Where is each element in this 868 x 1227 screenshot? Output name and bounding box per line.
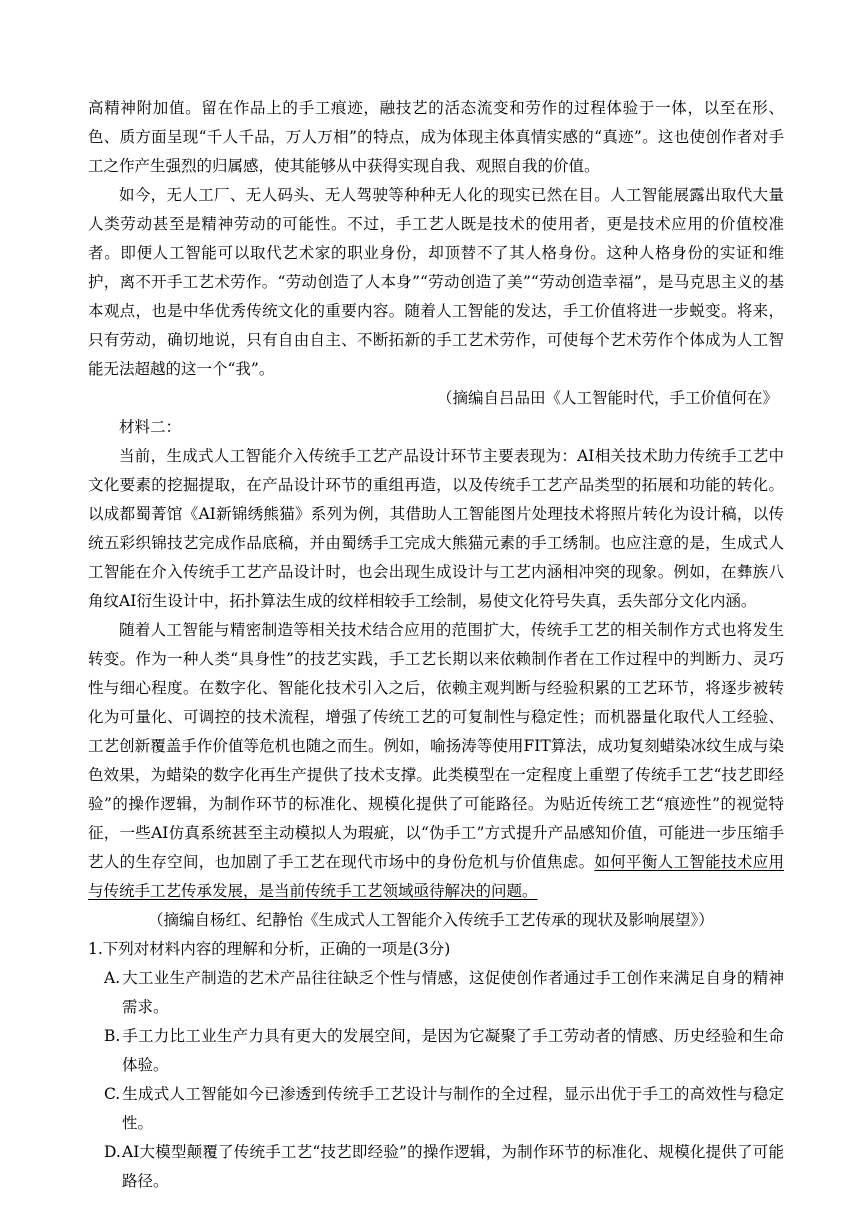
option-letter: D. — [104, 1143, 121, 1161]
option-text: AI大模型颠覆了传统手工艺“技艺即经验”的操作逻辑，为制作环节的标准化、规模化提供了可能路径。 — [122, 1143, 784, 1190]
material1-paragraph-2: 如今，无人工厂、无人码头、无人驾驶等种种无人化的现实已然在目。人工智能展露出取代大量人类劳动甚至是精神劳动的可能性。不过，手工艺人既是技术的使用者，更是技术应用的价值校准者。即便人工智能可以取代艺术家的职业身份，却顶替不了其人格身份。这种人格身份的实证和维护，离不开手工艺术劳作。“劳动创造了人本身”“劳动创造了美”“劳动创造幸福”，是马克思主义的基本观点，也是中华优秀传统文化的重要内容。随着人工智能的发达，手工价值将进一步蜕变。将来，只有劳动，确切地说，只有自由自主、不断拓新的手工艺术劳作，可使每个艺术劳作个体成为人工智能无法超越的这一个“我”。 — [88, 186, 784, 378]
option-letter: B. — [104, 1027, 121, 1045]
underlined-sentence: 如何平衡人工智能技术应用与传统手工艺传承发展，是当前传统手工艺领域亟待解决的问题。 — [88, 853, 784, 900]
option-text: 生成式人工智能如今已渗透到传统手工艺设计与制作的全过程，显示出优于手工的高效性与稳定性。 — [122, 1085, 784, 1132]
material2-source: （摘编自杨红、纪静怡《生成式人工智能介入传统手工艺传承的现状及影响展望》） — [148, 911, 714, 929]
material2-paragraph-1: 当前，生成式人工智能介入传统手工艺产品设计环节主要表现为：AI相关技术助力传统手工艺中文化要素的挖掘提取，在产品设计环节的重组再造，以及传统手工艺产品类型的拓展和功能的转化。以成都蜀菁馆《AI新锦绣熊猫》系列为例，其借助人工智能图片处理技术将照片转化为设计稿，以传统五彩织锦技艺完成作品底稿，并由蜀绣手工完成大熊猫元素的手工绣制。也应注意的是，生成式人工智能在介入传统手工艺产品设计时，也会出现生成设计与工艺内涵相冲突的现象。例如，在彝族八角纹AI衍生设计中，拓扑算法生成的纹样相较手工绘制，易使文化符号失真，丢失部分文化内涵。 — [88, 447, 784, 610]
option-text: 大工业生产制造的艺术产品往往缺乏个性与情感，这促使创作者通过手工创作来满足自身的精神需求。 — [122, 969, 784, 1016]
material2-paragraph-2 — [88, 616, 784, 906]
material2-label: 材料二： — [119, 418, 182, 436]
option-letter: C. — [104, 1085, 121, 1103]
option-a[interactable] — [88, 964, 784, 1022]
option-b[interactable] — [88, 1022, 784, 1080]
option-text: 手工力比工业生产力具有更大的发展空间，是因为它凝聚了手工劳动者的情感、历史经验和生命体验。 — [122, 1027, 784, 1074]
material2-paragraph-2-text: 随着人工智能与精密制造等相关技术结合应用的范围扩大，传统手工艺的相关制作方式也将发生转变。作为一种人类“具身性”的技艺实践，手工艺长期以来依赖制作者在工作过程中的判断力、灵巧性与细心程度。在数字化、智能化技术引入之后，依赖主观判断与经验积累的工艺环节，将逐步被转化为可量化、可调控的技术流程，增强了传统工艺的可复制性与稳定性；而机器量化取代人工经验、工艺创新覆盖手作价值等危机也随之而生。例如，喻扬涛等使用FIT算法，成功复刻蜡染冰纹生成与染色效果，为蜡染的数字化再生产提供了技术支撑。此类模型在一定程度上重塑了传统手工艺“技艺即经验”的操作逻辑，为制作环节的标准化、规模化提供了可能路径。为贴近传统工艺“痕迹性”的视觉特征，一些AI仿真系统甚至主动模拟人为瑕疵，以“伪手工”方式提升产品感知价值，可能进一步压缩手艺人的生存空间，也加剧了手工艺在现代市场中的身份危机与价值焦虑。 — [88, 621, 784, 871]
option-c[interactable] — [88, 1080, 784, 1138]
question-1-stem: 1.下列对材料内容的理解和分析，正确的一项是(3分) — [88, 940, 451, 958]
material1-source: （摘编自吕品田《人工智能时代，手工价值何在》 — [436, 389, 778, 407]
option-d[interactable] — [88, 1138, 784, 1196]
exam-content — [88, 94, 784, 1196]
material1-paragraph-continued: 高精神附加值。留在作品上的手工痕迹，融技艺的活态流变和劳作的过程体验于一体，以至在形、色、质方面呈现“千人千品，万人万相”的特点，成为体现主体真情实感的“真迹”。这也使创作者对手工之作产生强烈的归属感，使其能够从中获得实现自我、观照自我的价值。 — [88, 99, 784, 175]
option-letter: A. — [104, 969, 121, 987]
